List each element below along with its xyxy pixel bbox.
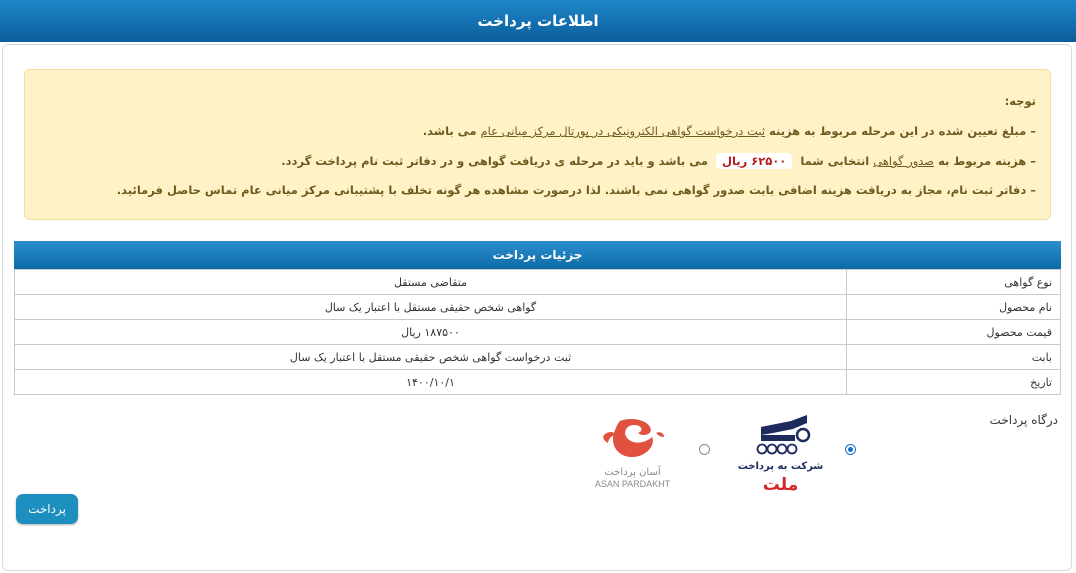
mellat-brand: ملت <box>762 475 799 495</box>
pay-button[interactable]: پرداخت <box>16 494 78 524</box>
row-label: قیمت محصول <box>847 320 1061 345</box>
issue-price-badge: ۶۲۵۰۰ ریال <box>716 153 792 169</box>
payment-details-table <box>14 269 1061 395</box>
table-row <box>15 370 1061 395</box>
gateway-label: درگاه پرداخت <box>989 413 1058 427</box>
row-value: ۱۴۰۰/۱۰/۱ <box>15 370 847 395</box>
row-label: تاریخ <box>847 370 1061 395</box>
table-row <box>15 295 1061 320</box>
asan-pardakht-emblem-icon <box>590 415 675 465</box>
portal-link[interactable]: ثبت درخواست گواهی الکترونیکی در پورتال مرکز میانی عام <box>480 124 766 138</box>
notice-box <box>24 69 1051 220</box>
notice-line-2: – هزینه مربوط به صدور گواهی انتخابی شما ۶۲۵۰۰ ریال می باشد و باید در مرحله ی دریافت گواهی و در دفاتر ثبت نام پرداخت گردد. <box>281 154 1036 168</box>
row-value: متقاضی مستقل <box>15 270 847 295</box>
notice-line-1: – مبلغ تعیین شده در این مرحله مربوط به هزینه ثبت درخواست گواهی الکترونیکی در پورتال مرکز میانی عام می باشد. <box>422 124 1036 138</box>
row-label: نوع گواهی <box>847 270 1061 295</box>
page-header <box>0 0 1076 42</box>
payment-details-header: جزئیات پرداخت <box>14 241 1061 269</box>
row-value: گواهی شخص حقیقی مستقل با اعتبار یک سال <box>15 295 847 320</box>
row-value: ۱۸۷۵۰۰ ریال <box>15 320 847 345</box>
mellat-radio[interactable] <box>845 444 856 455</box>
mellat-logo[interactable] <box>733 413 828 493</box>
page-title: اطلاعات پرداخت <box>477 12 599 30</box>
mellat-caption: شرکت به پرداخت <box>737 461 824 472</box>
table-row <box>15 320 1061 345</box>
notice-line-3: – دفاتر ثبت نام، مجاز به دریافت هزینه اضافی بابت صدور گواهی نمی باشند. لذا درصورت مشاهده هر گونه تخلف با پشتیبانی مرکز میانی عام تماس حاصل فرمائید. <box>116 183 1036 197</box>
row-label: بابت <box>847 345 1061 370</box>
table-row <box>15 270 1061 295</box>
asan-pardakht-fa: آسان پرداخت <box>604 467 661 478</box>
mellat-emblem-icon <box>733 413 828 463</box>
table-row <box>15 345 1061 370</box>
notice-title: توجه: <box>1004 94 1036 108</box>
certificate-issue-link[interactable]: صدور گواهی <box>873 154 935 168</box>
asan-pardakht-logo[interactable] <box>590 415 675 495</box>
row-value: ثبت درخواست گواهی شخص حقیقی مستقل با اعتبار یک سال <box>15 345 847 370</box>
asan-pardakht-en: ASAN PARDAKHT <box>594 479 671 489</box>
row-label: نام محصول <box>847 295 1061 320</box>
asan-pardakht-radio[interactable] <box>699 444 710 455</box>
